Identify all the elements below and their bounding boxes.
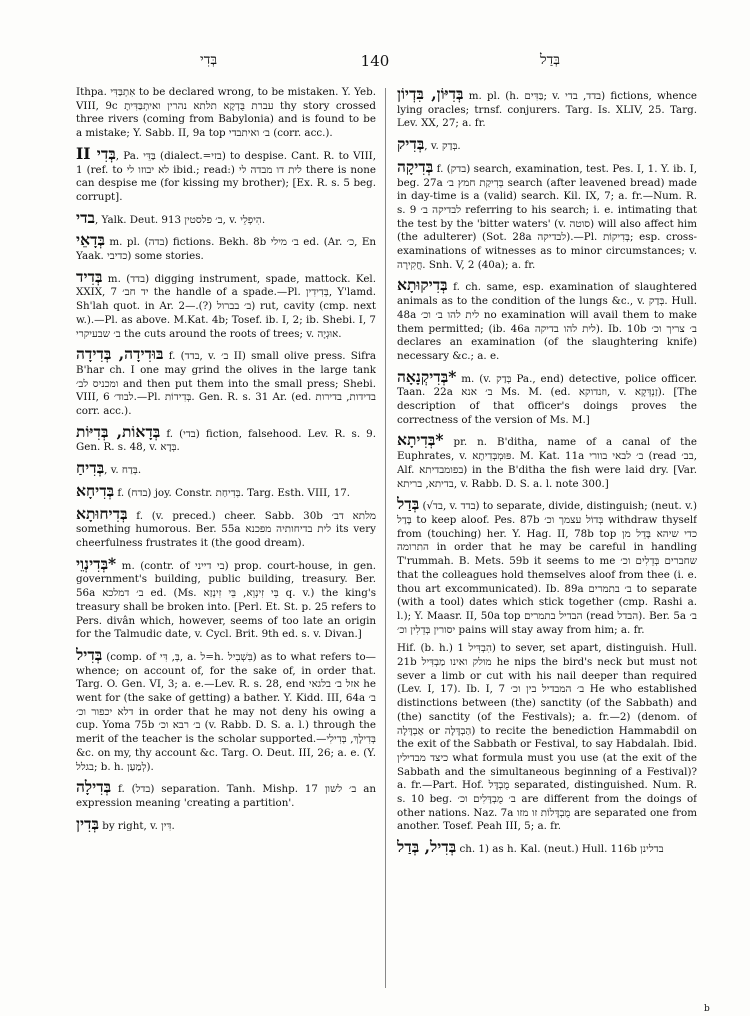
entry-definition: m. pl. (בדה) fictions. Bekh. 8b ב׳ מילי ed. (Ar. כ׳, En Yaak. כדיבי) some stories. xyxy=(76,236,376,263)
running-head-left: בְּדִי xyxy=(200,52,218,68)
dictionary-entry xyxy=(76,207,376,228)
entry-definition: f. (בדד, v. ב׳ II) small olive press. Sifra B'har ch. I one may grind the olives in the large tank ומכניס לב׳ and then put them into the small press; Shebi. VIII, 6 לבוד׳.—Pl. בְּדִידוֹת. Gen. R. s. 31 Ar. (ed. בדידות, בדירות corr. acc.). xyxy=(76,350,376,418)
entry-definition: , v. בְּדַח. xyxy=(104,464,142,477)
entry-headword: בְּדִין xyxy=(76,813,99,833)
page-tail-mark: b xyxy=(704,1004,710,1014)
entry-headword: בְּדִיחָא xyxy=(76,480,115,500)
dictionary-entry xyxy=(76,232,376,263)
entry-headword: בְּדִיקוּתָא xyxy=(397,275,448,295)
entry-definition: , Yalk. Deut. 913 ב׳ פלסטין, v. הִיפְלֵי. xyxy=(95,213,266,226)
entry-headword: בְּדַל xyxy=(397,494,420,514)
entry-definition: Ithpa. אִתְבַּדִּי to be declared wrong, to be mistaken. Y. Yeb. VIII, 9c עברת בֻּדְקָא תלתא נהרין ואיתְבַּדִּיתָ thy story crossed three rivers (coming from Babylonia) and is found to be a mistake; Y. Sabb. II, 9a top ב׳ ואיתבדי (corr. acc.). xyxy=(76,86,376,140)
dictionary-entry xyxy=(76,266,376,342)
entry-headword: בּוּדִידָה, בְּדִידָה xyxy=(76,344,164,364)
entry-headword: בְּדִיל, בְּדַל xyxy=(397,837,457,857)
entry-headword: בְּדָאוֹת, בְּדִיּוֹת xyxy=(76,421,161,441)
entry-definition: m. (בדד) digging instrument, spade, mattock. Kel. XXIX, 7 יד חב׳ the handle of a spade.—Pl. בְּדִידִין, Y'lamd. Sh'lah quot. in Ar. ב׳ בברול (?).—2) rut, cavity (cmp. next w.).—Pl. as above. M.Kat. 4b; Tosef. ib. I, 2; ib. Shebi. I, 7 ב׳ שבעיקרי the cuts around the roots of trees; v. אוּגְיָה. xyxy=(76,272,376,340)
entry-headword: בְּדִיקָה xyxy=(397,156,434,176)
entry-headword: *בְּדִיתָא xyxy=(397,430,444,450)
page-header xyxy=(0,52,750,76)
dictionary-entry xyxy=(397,366,697,428)
dictionary-entry xyxy=(397,156,697,273)
dictionary-entry xyxy=(76,86,376,141)
column-divider xyxy=(385,88,386,988)
entry-definition: f. ch. same, esp. examination of slaughtered animals as to the condition of the lungs &c., v. בְּדַק. Hull. 48a לית להו ב׳ וכ׳ no examination will avail them to make them permitted; (ib. 46a לית להו בדיקה). Ib. 10b ב׳ צריך וכ׳ declares an examination (of the slaughtering knife) necessary &c.; a. e. xyxy=(397,281,697,362)
dictionary-entry xyxy=(397,642,697,834)
entry-definition: , v. בְּדַק. xyxy=(424,140,461,153)
dictionary-entry xyxy=(397,496,697,637)
entry-headword: בְּדִיחַ xyxy=(76,458,105,478)
entry-definition: Hif. (b. h.) הִבְדִּיל 1) to sever, set apart, distinguish. Hull. 21b מולק ואינו מַבְדִּיל he nips the bird's neck but must not sever a limb or cut with his nail deeper than required (Lev. I, 17). Ib. I, 7 ב׳ המבדיל בין וכ׳ He who established distinctions between (the) sanctity (of the Sabbath) and (the) sanctity (of the Festivals); a. fr.—2) (denom. of אַבְדָּלָה or הַבְדָּלָה) to recite the benediction Hammabdil on the exit of the Sabbath or Festival, to say Habdalah. Ibid. כיצד מבדילין what formula must you use (at the exit of the Sabbath and the simultaneous beginning of a Festival)? a. fr.—Part. Hof. מֻבְדָּל separated, distinguished. Num. R. s. 10 beg. ב׳ מֻבְדָּלִים וכ׳ are different from the doings of other nations. Naz. 7a מֻבְדָּלוֹת זו מזו are separated one from another. Tosef. Peah III, 5; a. fr. xyxy=(397,642,697,833)
entry-definition: f. (v. preced.) cheer. Sabb. 30b מלתא דב׳ something humorous. Ber. 55a לית בדיחותיה מפכנא its very cheerfulness frustrates it (the good dream). xyxy=(76,509,376,549)
entry-definition: ch. 1) as h. Kal. (neut.) Hull. 116b בדלינן xyxy=(456,843,664,856)
right-column xyxy=(397,86,697,1006)
entry-headword: בְּדִיד xyxy=(76,266,103,286)
entry-headword: *בְּדִינְוֵי xyxy=(76,553,117,573)
entry-definition: f. (בדח) joy. Constr. בְּדִיחַת. Targ. Esth. VIII, 17. xyxy=(114,486,351,499)
entry-definition: (comp. of בְּ, דִּי, a. ל=h. בִּשְׁבִיל) as to what refers to— whence; on account of, for the sake of, in order that. Targ. O. Gen. VI, 3; a. e.—Lev. R. s. 28, end אזל ב׳ בלגאי he went for (the sake of getting) a bather. Y. Kidd. III, 64a ב׳ דלא יכפור וכ׳ in order that he may not deny his owing a cup. Yoma 75b ב׳ רבא וכ׳ (v. Rabb. D. S. a. l.) through the merit of the teacher is the scholar supported.—בְּדִילָךְ, בְּדִילִי &c. on my, thy account &c. Targ. O. Deut. III, 26; a. e. (Y. בגלל; b. h. לְמַעַן). xyxy=(76,650,376,773)
entry-definition: , Pa. בַּדֵּי (dialect.=בזי) to despise. Cant. R. to VIII, 1 (ref. to לא יבוזו לי ibid.; read:) לית דו מבדה לי there is none can despise me (for kissing my brother); [Ex. R. s. 5 beg. corrupt]. xyxy=(76,149,376,203)
dictionary-entry xyxy=(397,432,697,491)
entry-headword: בדי xyxy=(76,207,95,227)
entry-definition: pr. n. B'ditha, name of a canal of the Euphrates, v. פּוּמְבְּדִיתָא. M. Kat. 11a ב׳ לבאי בוורי (read בב׳, Alf. בפומבדיתא) in the B'ditha the fish were laid dry. [Var. בדיתא, בריתא, v. Rabb. D. S. a. l. note 300.] xyxy=(397,436,697,490)
dictionary-entry xyxy=(76,553,376,642)
dictionary-entry xyxy=(76,813,376,834)
entry-definition: f. (בדק) search, examination, test. Pes. I, 1. Y. ib. I, beg. 27a בְּדִיקַת חמץ ב׳ search (after leavened bread) made in day-time is a (valid) search. Kil. IX, 7; a. fr.—Num. R. s. 9 לבדיקה ב׳ referring to his search; i. e. intimating that the test by the 'bitter waters' (v. סוטה) will also affect him (the adulterer) (Sot. 28a לבדיקה).—Pl. בְּדִיקוֹת; esp. cross-examinations of witnesses as to minor circumstances; v. חֲקִירָה. Snh. V, 2 (40a); a. fr. xyxy=(397,162,697,271)
running-head-right: בְּדַל xyxy=(540,52,561,68)
dictionary-entry xyxy=(397,277,697,363)
dictionary-entry xyxy=(76,346,376,419)
entry-definition: f. (בדי) fiction, falsehood. Lev. R. s. 9. Gen. R. s. 48, v. בְּדָא. xyxy=(76,427,376,454)
dictionary-entry xyxy=(76,503,376,551)
entry-headword: בְּדִיּוֹן, בִּדְיוֹן xyxy=(397,86,464,103)
entry-headword: *בְּדִיקְנָאָה xyxy=(397,366,457,386)
entry-definition: m. (v. בְּדַק Pa., end) detective, police officer. Taan. 22a ב׳ אנא Ms. M. (ed. וזנדוקא, v. זַנְדְּקָא). [The description of that officer's doings proves the correctness of the version of Ms. M.] xyxy=(397,372,697,426)
entry-headword: בְּדִיחוּתָא xyxy=(76,503,128,523)
entry-headword: בְּדִיל xyxy=(76,644,103,664)
entry-headword: בְּדִי II xyxy=(76,143,116,163)
dictionary-entry xyxy=(76,460,376,478)
entry-headword: בְּדִילָה xyxy=(76,777,112,797)
entry-definition: (√בד, v. בדד) to separate, divide, distinguish; (neut. v.) בָּדַל to keep aloof. Pes. 87b בְּדוֹל עצמך וכ׳ withdraw thyself from (touching) her. Y. Hag. II, 78b top כדי שיהא בָּדֵל מן התרומה in order that he may be careful in handling T'rummah. B. Mets. 59b it seems to me שחברים בְּדֵלִים וכ׳ that the colleagues hold themselves aloof from thee (i. e. thou art excommunicated). Ib. 89a ב׳ בתמרים to separate (with a tool) dates which stick together (cmp. Rashi a. l.); Y. Maasr. II, 50a top הבדיל בתמרים (read הבדל). Ber. 5a ב׳ יסורין בְּדֵלִין וכ׳ pains will stay away from him; a. fr. xyxy=(397,500,697,636)
dictionary-entry xyxy=(76,480,376,501)
entry-definition: by right, v. דִּין. xyxy=(98,819,175,832)
entry-definition: m. (contr. of בי דייני) prop. court-house, in gen. government's building, public building, treasury. Ber. 56a ב׳ דמלכא ed. (Ms. בֵּי זִינְוֵא, בֵּי זִינְזַא q. v.) the king's treasury shall be broken into. [Perl. Et. St. p. 25 refers to Pers. divân which, however, seems of too late an origin for the Talmudic date, v. Cycl. Brit. 9th ed. s. v. Divan.] xyxy=(76,559,376,641)
dictionary-entry xyxy=(397,839,697,857)
entry-definition: f. (בדל) separation. Tanh. Mishp. 17 ב׳ לשון an expression meaning 'creating a partition'. xyxy=(76,783,376,809)
dictionary-entry xyxy=(76,779,376,810)
dictionary-entry xyxy=(76,421,376,455)
left-column xyxy=(76,86,376,1006)
dictionary-entry xyxy=(76,143,376,205)
page-number: 140 xyxy=(360,52,390,70)
entry-headword: בְּדִיק xyxy=(397,134,425,154)
entry-headword: בְּדָאֵי xyxy=(76,230,105,250)
dictionary-entry xyxy=(76,644,376,774)
dictionary-entry xyxy=(397,136,697,154)
entry-definition: m. pl. (h. בַּדִּים; v. בדד, בדי) fictions, whence lying oracles; trnsf. conjurers. Targ. Is. XLIV, 25. Targ. Lev. XX, 27; a. fr. xyxy=(397,90,697,130)
dictionary-entry xyxy=(397,86,697,131)
